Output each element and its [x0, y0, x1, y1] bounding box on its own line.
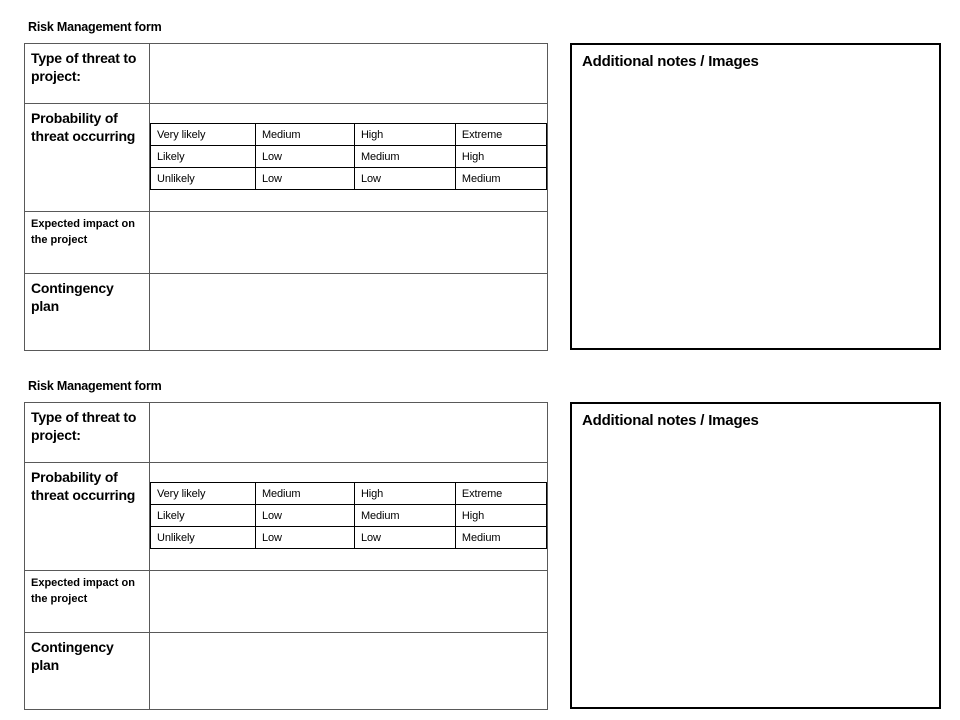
matrix-cell: Medium [255, 124, 354, 146]
matrix-cell: Likely [151, 505, 256, 527]
matrix-cell: High [354, 124, 455, 146]
matrix-cell: Low [255, 168, 354, 190]
matrix-cell: Very likely [151, 124, 256, 146]
expected-impact-entry-cell[interactable] [150, 212, 548, 274]
matrix-cell: Unlikely [151, 527, 256, 549]
matrix-cell: Low [255, 146, 354, 168]
form-title: Risk Management form [28, 379, 162, 393]
matrix-cell: High [455, 505, 546, 527]
probability-entry-cell[interactable] [150, 463, 548, 571]
type-of-threat-label: Type of threat to project: [25, 403, 150, 463]
matrix-cell: Medium [354, 146, 455, 168]
matrix-cell: Medium [255, 483, 354, 505]
additional-notes-title: Additional notes / Images [582, 53, 759, 70]
risk-table [24, 43, 548, 351]
matrix-cell: Low [255, 505, 354, 527]
probability-entry-cell[interactable] [150, 104, 548, 212]
matrix-cell: Low [354, 527, 455, 549]
additional-notes-box[interactable] [570, 402, 941, 709]
expected-impact-entry-cell[interactable] [150, 571, 548, 633]
expected-impact-label: Expected impact on the project [25, 571, 150, 633]
matrix-cell: Extreme [455, 124, 546, 146]
matrix-cell: Medium [354, 505, 455, 527]
matrix-cell: High [354, 483, 455, 505]
form-title: Risk Management form [28, 20, 162, 34]
contingency-plan-label: Contingency plan [25, 633, 150, 710]
probability-matrix [150, 123, 547, 190]
matrix-cell: High [455, 146, 546, 168]
probability-label: Probability of threat occurring [25, 104, 150, 212]
matrix-cell: Medium [455, 527, 546, 549]
matrix-cell: Low [255, 527, 354, 549]
matrix-cell: Unlikely [151, 168, 256, 190]
matrix-cell: Low [354, 168, 455, 190]
contingency-plan-entry-cell[interactable] [150, 633, 548, 710]
type-of-threat-entry-cell[interactable] [150, 403, 548, 463]
matrix-cell: Likely [151, 146, 256, 168]
risk-table [24, 402, 548, 710]
risk-form-2 [0, 359, 960, 720]
matrix-cell: Extreme [455, 483, 546, 505]
expected-impact-label: Expected impact on the project [25, 212, 150, 274]
matrix-cell: Medium [455, 168, 546, 190]
additional-notes-title: Additional notes / Images [582, 412, 759, 429]
contingency-plan-entry-cell[interactable] [150, 274, 548, 351]
contingency-plan-label: Contingency plan [25, 274, 150, 351]
type-of-threat-entry-cell[interactable] [150, 44, 548, 104]
additional-notes-box[interactable] [570, 43, 941, 350]
type-of-threat-label: Type of threat to project: [25, 44, 150, 104]
probability-label: Probability of threat occurring [25, 463, 150, 571]
probability-matrix [150, 482, 547, 549]
matrix-cell: Very likely [151, 483, 256, 505]
